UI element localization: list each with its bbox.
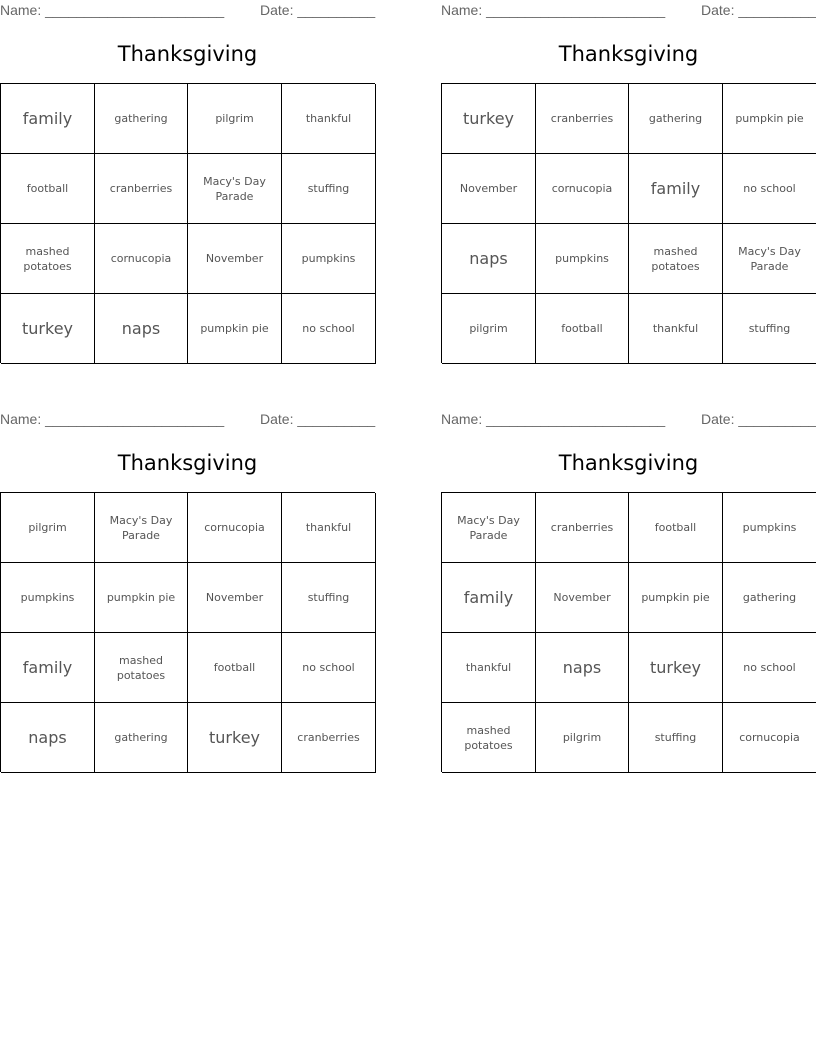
bingo-cell: naps	[1, 703, 95, 773]
bingo-cell: turkey	[629, 633, 723, 703]
bingo-cell: no school	[723, 633, 816, 703]
bingo-cell: thankful	[629, 294, 723, 364]
bingo-cell: pumpkins	[1, 563, 95, 633]
bingo-cell: thankful	[282, 493, 376, 563]
bingo-cell: stuffing	[282, 154, 376, 224]
bingo-cell: cornucopia	[536, 154, 629, 224]
bingo-card-4	[441, 409, 816, 781]
bingo-cell: stuffing	[629, 703, 723, 773]
bingo-cell: Macy's Day Parade	[723, 224, 816, 294]
bingo-cell: pumpkins	[723, 493, 816, 563]
bingo-card-3	[0, 409, 375, 781]
bingo-cell: pumpkins	[282, 224, 376, 294]
name-label: Name: _______________________	[0, 2, 225, 18]
bingo-cell: gathering	[723, 563, 816, 633]
name-label: Name: _______________________	[441, 2, 666, 18]
bingo-cell: football	[629, 493, 723, 563]
bingo-cell: football	[536, 294, 629, 364]
bingo-grid	[0, 83, 375, 363]
name-label: Name: _______________________	[441, 411, 666, 427]
bingo-cell: Macy's Day Parade	[95, 493, 188, 563]
name-label: Name: _______________________	[0, 411, 225, 427]
bingo-cell: no school	[723, 154, 816, 224]
bingo-cell: pilgrim	[442, 294, 536, 364]
bingo-cell: mashed potatoes	[95, 633, 188, 703]
bingo-cell: Macy's Day Parade	[442, 493, 536, 563]
bingo-cell: pumpkin pie	[188, 294, 282, 364]
bingo-cell: mashed potatoes	[442, 703, 536, 773]
card-title: Thanksgiving	[117, 42, 258, 66]
bingo-grid	[441, 492, 816, 772]
bingo-cell: no school	[282, 294, 376, 364]
bingo-cell: naps	[95, 294, 188, 364]
bingo-cell: no school	[282, 633, 376, 703]
bingo-cell: pumpkin pie	[95, 563, 188, 633]
bingo-cell: turkey	[1, 294, 95, 364]
bingo-cell: pilgrim	[188, 84, 282, 154]
bingo-card-1	[0, 0, 375, 372]
bingo-cell: cornucopia	[95, 224, 188, 294]
bingo-cell: family	[1, 633, 95, 703]
bingo-cell: turkey	[188, 703, 282, 773]
bingo-cell: stuffing	[723, 294, 816, 364]
bingo-cell: turkey	[442, 84, 536, 154]
bingo-cell: gathering	[95, 84, 188, 154]
bingo-cell: family	[629, 154, 723, 224]
bingo-cell: cranberries	[536, 493, 629, 563]
bingo-cell: cornucopia	[188, 493, 282, 563]
bingo-cell: gathering	[95, 703, 188, 773]
bingo-cell: mashed potatoes	[629, 224, 723, 294]
bingo-cell: football	[188, 633, 282, 703]
date-label: Date: __________	[701, 2, 816, 18]
bingo-cell: pumpkin pie	[629, 563, 723, 633]
bingo-cell: cranberries	[536, 84, 629, 154]
bingo-cell: stuffing	[282, 563, 376, 633]
bingo-cell: cornucopia	[723, 703, 816, 773]
date-label: Date: __________	[260, 411, 376, 427]
card-title: Thanksgiving	[117, 451, 258, 475]
card-header	[441, 411, 816, 429]
bingo-cell: cranberries	[95, 154, 188, 224]
bingo-cell: pumpkin pie	[723, 84, 816, 154]
card-title: Thanksgiving	[558, 451, 699, 475]
card-title: Thanksgiving	[558, 42, 699, 66]
bingo-cell: pilgrim	[536, 703, 629, 773]
date-label: Date: __________	[260, 2, 376, 18]
bingo-cell: thankful	[282, 84, 376, 154]
bingo-card-2	[441, 0, 816, 372]
bingo-cell: mashed potatoes	[1, 224, 95, 294]
bingo-cell: naps	[536, 633, 629, 703]
bingo-cell: gathering	[629, 84, 723, 154]
bingo-cell: November	[536, 563, 629, 633]
bingo-cell: family	[442, 563, 536, 633]
bingo-cell: pilgrim	[1, 493, 95, 563]
bingo-grid	[441, 83, 816, 363]
bingo-cell: football	[1, 154, 95, 224]
bingo-cell: November	[442, 154, 536, 224]
bingo-cell: November	[188, 563, 282, 633]
card-header	[441, 2, 816, 20]
bingo-cell: Macy's Day Parade	[188, 154, 282, 224]
bingo-cell: naps	[442, 224, 536, 294]
bingo-cell: November	[188, 224, 282, 294]
card-header	[0, 2, 375, 20]
bingo-cell: pumpkins	[536, 224, 629, 294]
date-label: Date: __________	[701, 411, 816, 427]
bingo-cell: thankful	[442, 633, 536, 703]
card-header	[0, 411, 375, 429]
bingo-cell: cranberries	[282, 703, 376, 773]
bingo-cell: family	[1, 84, 95, 154]
bingo-grid	[0, 492, 375, 772]
